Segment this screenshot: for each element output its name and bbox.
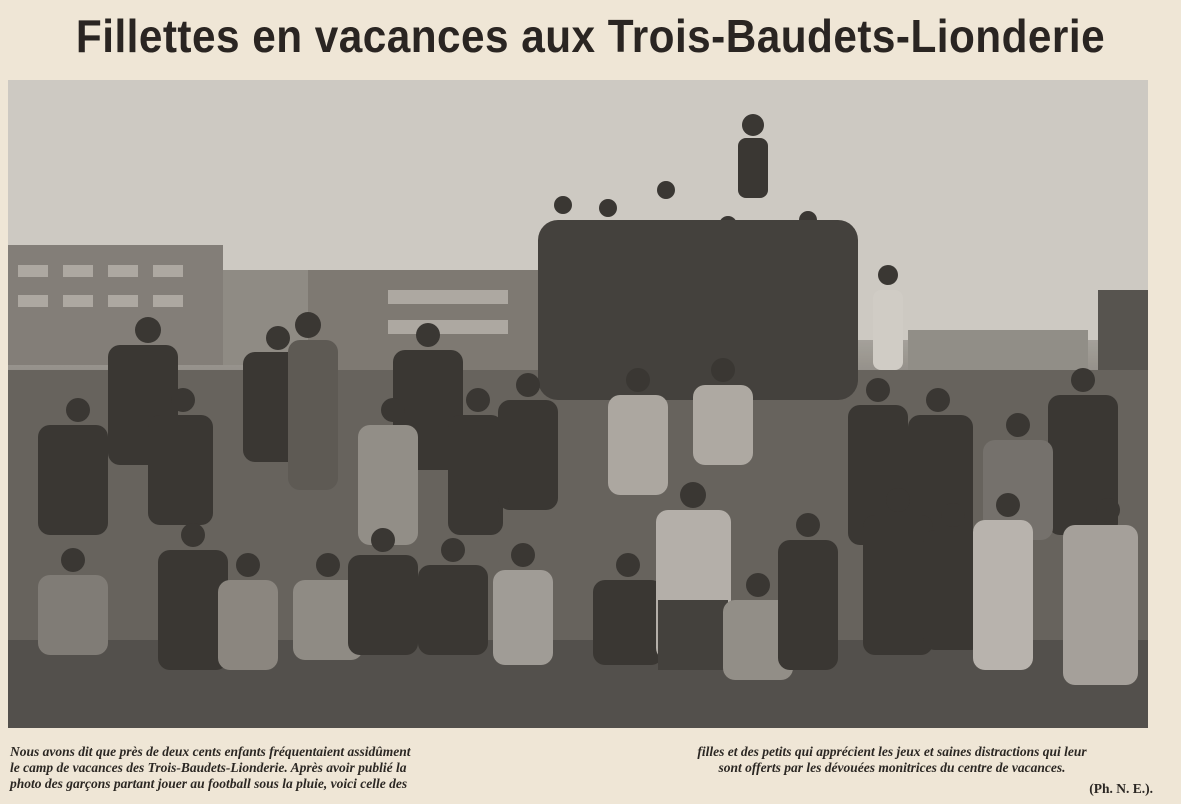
group-photo <box>8 80 1148 728</box>
caption-left-line: le camp de vacances des Trois-Baudets-Lionderie. Après avoir publié la <box>10 760 407 775</box>
caption-right <box>612 744 1172 776</box>
caption-left-line: photo des garçons partant jouer au football sous la pluie, voici celle des <box>10 776 408 791</box>
caption-right-line: sont offerts par les dévouées monitrices du centre de vacances. <box>718 760 1066 775</box>
photo-credit: (Ph. N. E.). <box>1089 781 1153 796</box>
caption-right-line: filles et des petits qui apprécient les jeux et saines distractions qui leur <box>697 744 1087 759</box>
caption-left-line: Nous avons dit que près de deux cents enfants fréquentaient assidûment <box>10 744 411 759</box>
headline: Fillettes en vacances aux Trois-Baudets-Lionderie <box>75 10 1106 62</box>
caption-left <box>10 744 580 792</box>
